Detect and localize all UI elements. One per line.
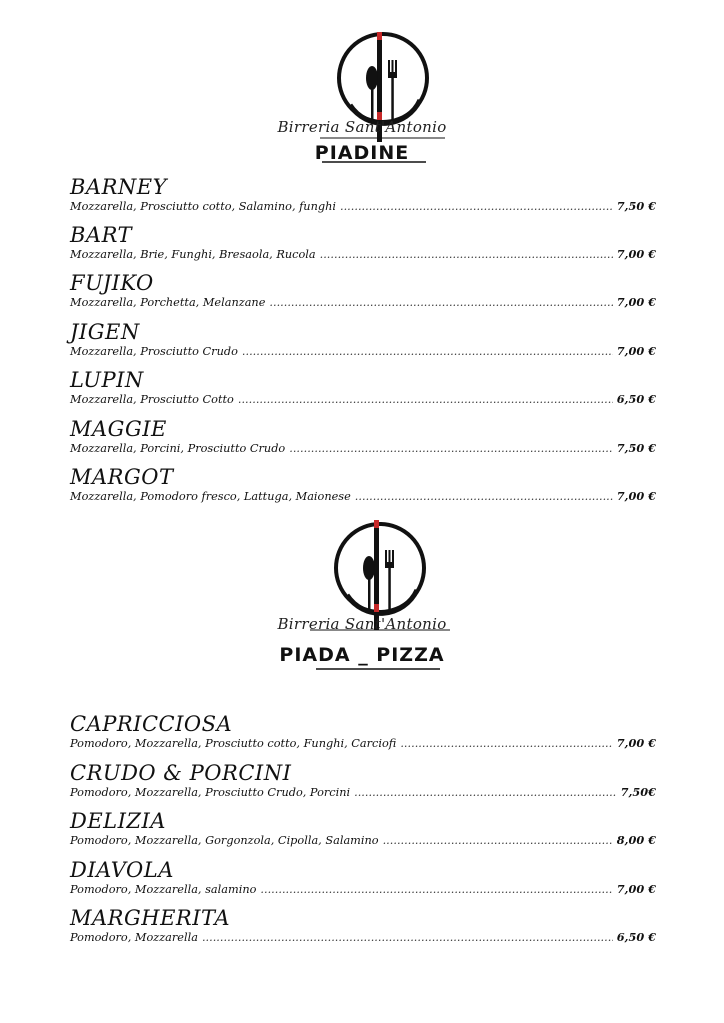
item-description: Pomodoro, Mozzarella, Gorgonzola, Cipolla, Salamino: [70, 834, 379, 847]
item-name: MAGGIE: [70, 417, 167, 441]
item-price: 7,50 €: [616, 199, 656, 213]
leader-dots: [354, 786, 617, 800]
item-description: Mozzarella, Porchetta, Melanzane: [70, 296, 266, 309]
item-name: MARGOT: [70, 465, 174, 489]
leader-dots: [340, 200, 613, 214]
item-name: DELIZIA: [70, 809, 166, 833]
item-price: 6,50 €: [616, 392, 656, 406]
item-name: BART: [70, 223, 133, 247]
item-description: Pomodoro, Mozzarella, Prosciutto cotto, Funghi, Carciofi: [70, 737, 397, 750]
list-item: [70, 858, 656, 897]
item-description: Pomodoro, Mozzarella: [70, 931, 198, 944]
item-description: Mozzarella, Brie, Funghi, Bresaola, Rucola: [70, 248, 316, 261]
list-item: [70, 712, 656, 751]
item-description: Mozzarella, Prosciutto cotto, Salamino, funghi: [70, 200, 336, 213]
leader-dots: [289, 442, 612, 456]
logo: [0, 512, 724, 662]
list-item: [70, 761, 656, 800]
list-item: [70, 223, 656, 262]
item-price: 8,00 €: [616, 833, 656, 847]
list-item: [70, 320, 656, 359]
brand-name: Birreria Sant'Antonio: [277, 118, 447, 136]
item-price: 7,00 €: [616, 882, 656, 896]
leader-dots: [242, 345, 613, 359]
item-price: 7,50€: [620, 785, 656, 799]
list-item: [70, 417, 656, 456]
item-price: 7,00 €: [616, 489, 656, 503]
item-price: 7,00 €: [616, 295, 656, 309]
item-description: Pomodoro, Mozzarella, Prosciutto Crudo, Porcini: [70, 786, 351, 799]
section-title-piadine: PIADINE: [314, 142, 410, 164]
leader-dots: [320, 248, 613, 262]
item-description: Mozzarella, Pomodoro fresco, Lattuga, Maionese: [70, 490, 351, 503]
list-item: [70, 271, 656, 310]
leader-dots: [355, 490, 613, 504]
item-name: BARNEY: [70, 175, 167, 199]
list-item: [70, 906, 656, 945]
list-item: [70, 175, 656, 214]
leader-dots: [400, 737, 612, 751]
leader-dots: [202, 931, 613, 945]
leader-dots: [269, 296, 612, 310]
item-description: Mozzarella, Porcini, Prosciutto Crudo: [70, 442, 286, 455]
leader-dots: [238, 393, 613, 407]
item-name: DIAVOLA: [70, 858, 174, 882]
item-name: FUJIKO: [70, 271, 154, 295]
item-price: 7,00 €: [616, 247, 656, 261]
list-item: [70, 465, 656, 504]
item-description: Pomodoro, Mozzarella, salamino: [70, 883, 257, 896]
item-name: CRUDO & PORCINI: [70, 761, 292, 785]
item-price: 7,50 €: [616, 441, 656, 455]
item-description: Mozzarella, Prosciutto Crudo: [70, 345, 238, 358]
leader-dots: [260, 883, 612, 897]
item-name: MARGHERITA: [70, 906, 231, 930]
list-item: [70, 368, 656, 407]
brand-name: Birreria Sant'Antonio: [277, 615, 447, 633]
item-description: Mozzarella, Prosciutto Cotto: [70, 393, 234, 406]
item-name: JIGEN: [70, 320, 140, 344]
list-item: [70, 809, 656, 848]
item-name: CAPRICCIOSA: [70, 712, 233, 736]
leader-dots: [383, 834, 613, 848]
item-name: LUPIN: [70, 368, 144, 392]
item-price: 7,00 €: [616, 736, 656, 750]
item-price: 7,00 €: [616, 344, 656, 358]
item-price: 6,50 €: [616, 930, 656, 944]
section-title-piada-pizza: PIADA _ PIZZA: [279, 644, 445, 666]
